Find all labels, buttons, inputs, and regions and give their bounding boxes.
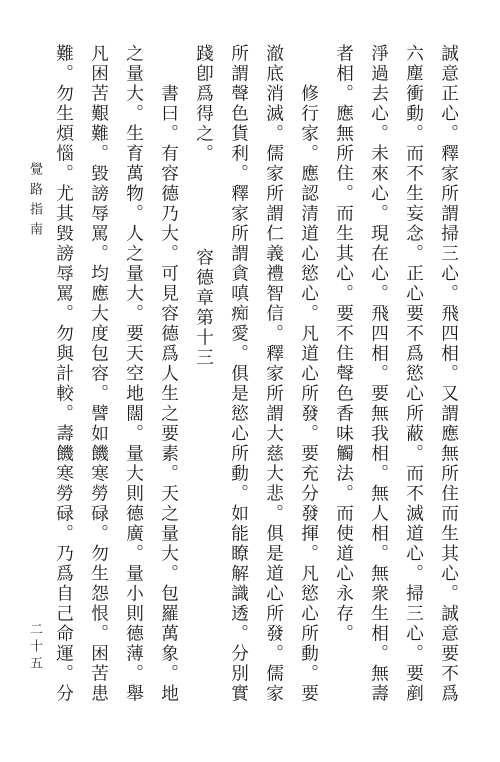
text-column-1: 誠意正心。釋家所謂掃三心。飛四相。又謂應無所住而生其心。誠意要不爲 (438, 44, 459, 704)
page-number: 二十五 (27, 622, 42, 673)
text-column-3: 淨過去心。未來心。現在心。飛四相。要無我相。無人相。無衆生相。無壽 (368, 44, 389, 704)
text-column-5: 修行家。應認清道心慾心。凡道心所發。要充分發揮。凡慾心所動。要 (298, 84, 319, 704)
text-column-7: 所謂聲色貨利。釋家所謂貪嗔痴愛。俱是慾心所動。如能瞭解識透。分別實 (228, 44, 249, 704)
text-column-9: 書曰。有容德乃大。可見容德爲人生之要素。天之量大。包羅萬象。地 (158, 84, 179, 704)
text-column-10: 之量大。生育萬物。人之量大。要天空地闊。量大則德廣。量小則德薄。舉 (123, 44, 144, 704)
book-title: 覺路指南 (27, 162, 42, 242)
text-column-8: 踐卽爲得之。 (193, 44, 214, 164)
text-column-2: 六塵衝動。而不生妄念。正心要不爲慾心所蔽。而不滅道心。掃三心。要剷 (403, 44, 424, 704)
section-heading: 容德章第十三 (193, 248, 214, 368)
text-column-4: 者相。應無所住。而生其心。要不住聲色香味觸法。而使道心永存。 (333, 44, 354, 644)
text-column-6: 澈底消滅。儒家所謂仁義禮智信。釋家所謂大慈大悲。俱是道心所發。儒家 (263, 44, 284, 704)
text-column-12: 難。勿生煩惱。尤其毀謗辱罵。勿與計較。壽饑寒勞碌。乃爲自己命運。分 (53, 44, 74, 704)
text-column-11: 凡困苦艱難。毀謗辱罵。均應大度包容。譬如饑寒勞碌。勿生怨恨。困苦患 (88, 44, 109, 704)
